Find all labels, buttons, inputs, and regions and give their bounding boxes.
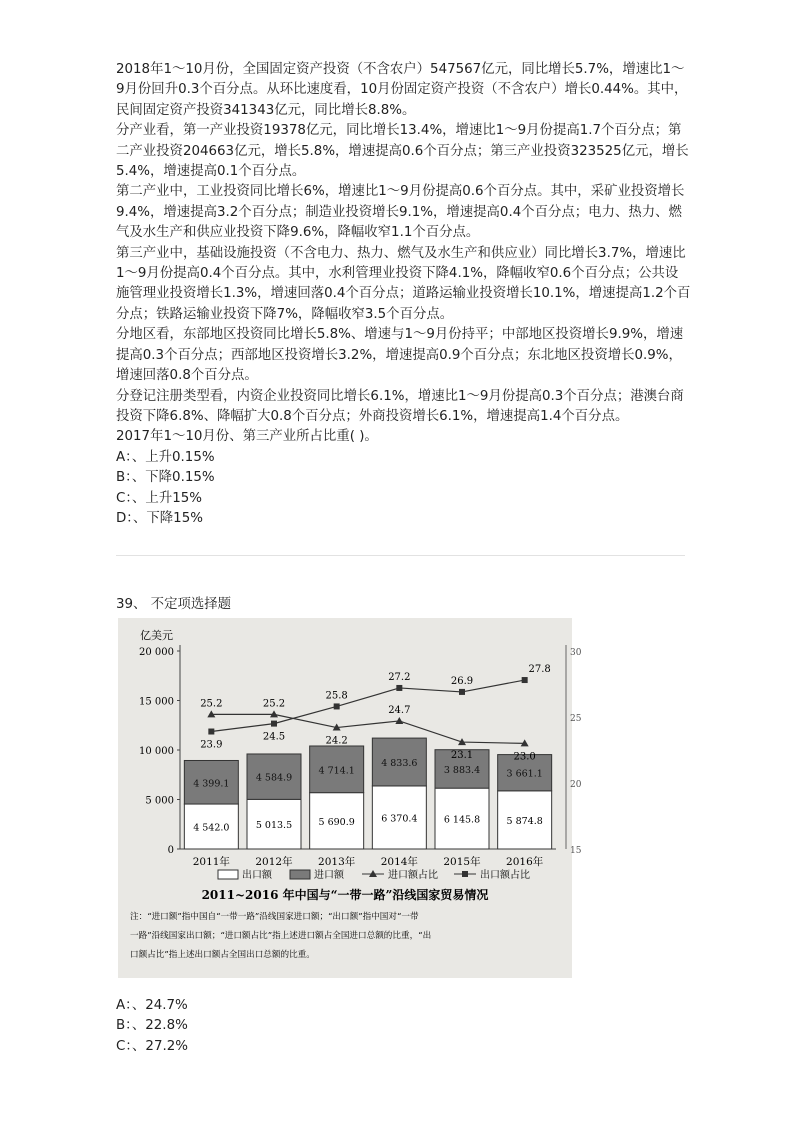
export-share-label: 23.9 (200, 739, 223, 751)
option-d[interactable]: D：、下降15% (116, 510, 203, 526)
y-tick-label: 5 000 (145, 795, 174, 807)
question-passage (116, 60, 691, 529)
export-share-label: 27.8 (528, 664, 551, 676)
export-value-label: 6 145.8 (443, 814, 481, 826)
passage-paragraph-6: 分登记注册类型看，内资企业投资同比增长6.1%，增速比1～9月份提高0.3个百分点；港澳台商投资下降6.8%、降幅扩大0.8个百分点；外商投资增长6.1%，增速提高1.4个百分点。 (116, 388, 684, 424)
chart-note-line-2: 一路”沿线国家出口额；“进口额占比”指上述进口额占全国进口总额的比重，“出 (130, 931, 432, 941)
q39-option-b[interactable]: B：、22.8% (116, 1018, 188, 1034)
import-value-label: 4 584.9 (255, 772, 293, 784)
x-category-label: 2012年 (255, 856, 293, 868)
import-value-label: 3 661.1 (506, 768, 543, 780)
trade-chart-figure (118, 618, 582, 978)
export-share-point (208, 729, 214, 735)
y-tick-label: 15 000 (139, 696, 174, 708)
passage-paragraph-2: 分产业看，第一产业投资19378亿元，同比增长13.4%，增速比1～9月份提高1.7个百分点；第二产业投资204663亿元，增长5.8%，增速提高0.6个百分点；第三产业投资323525亿元，增长5.4%，增速提高0.1个百分点。 (116, 123, 689, 180)
trade-chart (118, 618, 582, 978)
y-tick-label: 10 000 (139, 746, 174, 757)
export-share-point (522, 677, 528, 683)
legend-import-label: 进口额 (314, 870, 344, 881)
import-value-label: 4 399.1 (193, 778, 230, 790)
passage-paragraph-1: 2018年1～10月份，全国固定资产投资（不含农户）547567亿元，同比增长5.7%，增速比1～9月份回升0.3个百分点。从环比速度看，10月份固定资产投资（不含农户）增长0.44%。其中，民间固定资产投资341343亿元，同比增长8.8%。 (116, 62, 688, 118)
answer-options (116, 448, 691, 530)
import-share-label: 25.2 (200, 698, 223, 710)
export-value-label: 5 013.5 (255, 820, 293, 832)
q39-option-c[interactable]: C：、27.2% (116, 1038, 188, 1054)
y-axis-unit: 亿美元 (140, 629, 173, 642)
legend-import-share-label: 进口额占比 (388, 870, 438, 881)
import-share-label: 23.1 (450, 750, 474, 762)
export-share-point (271, 721, 277, 727)
passage-paragraph-4: 第三产业中，基础设施投资（不含电力、热力、燃气及水生产和供应业）同比增长3.7%，增速比1～9月份提高0.4个百分点。其中，水利管理业投资下降4.1%，降幅收窄0.6个百分点；公共设施管理业投资增长1.3%，增速回落0.4个百分点；道路运输业投资增长10.1%，增速提高1.2个百分点；铁路运输业投资下降7%，降幅收窄3.5个百分点。 (116, 245, 691, 322)
export-value-label: 6 370.4 (381, 813, 418, 825)
chart-note-line-1: 注：“进口额”指中国自“一带一路”沿线国家进口额；“出口额”指中国对“一带 (130, 912, 419, 922)
x-category-label: 2013年 (318, 856, 356, 868)
passage-paragraph-5: 分地区看，东部地区投资同比增长5.8%、增速与1～9月份持平；中部地区投资增长9.9%，增速提高0.3个百分点；西部地区投资增长3.2%，增速提高0.9个百分点；东北地区投资增长0.9%，增速回落0.8个百分点。 (116, 327, 684, 384)
section-divider (116, 555, 685, 556)
export-share-label: 24.5 (262, 731, 286, 743)
legend-export-swatch (218, 870, 238, 879)
x-category-label: 2015年 (443, 856, 481, 868)
export-value-label: 5 874.8 (506, 815, 543, 827)
x-category-label: 2014年 (380, 856, 418, 868)
legend-export-share-label: 出口额占比 (480, 870, 530, 881)
export-share-label: 26.9 (450, 675, 474, 687)
y2-tick-label: 20 (570, 780, 582, 790)
y2-tick-label: 30 (570, 648, 582, 658)
y-tick-label: 0 (167, 845, 174, 856)
x-category-label: 2011年 (192, 856, 230, 868)
import-share-label: 24.7 (388, 704, 411, 716)
export-share-point (459, 689, 465, 695)
y2-tick-label: 15 (570, 846, 582, 856)
export-share-point (334, 703, 340, 709)
import-share-line (211, 714, 524, 743)
passage-paragraph-3: 第二产业中，工业投资同比增长6%，增速比1～9月份提高0.6个百分点。其中，采矿业投资增长9.4%，增速提高3.2个百分点；制造业投资增长9.1%，增速提高0.4个百分点；电力、热力、燃气及水生产和供应业投资下降9.6%，降幅收窄1.1个百分点。 (116, 184, 685, 241)
import-share-point (395, 717, 403, 724)
y-tick-label: 20 000 (139, 647, 174, 658)
y2-tick-label: 25 (570, 714, 582, 724)
export-share-label: 27.2 (388, 671, 411, 683)
export-share-point (396, 685, 402, 691)
export-value-label: 5 690.9 (318, 816, 355, 828)
chart-note-line-3: 口额占比”指上述出口额占全国出口总额的比重。 (130, 950, 315, 960)
q39-option-a[interactable]: A：、24.7% (116, 998, 188, 1013)
export-share-label: 25.8 (325, 690, 348, 702)
import-value-label: 4 714.1 (318, 765, 355, 777)
import-share-label: 24.2 (325, 735, 348, 747)
legend-import-swatch (290, 870, 310, 879)
import-value-label: 4 833.6 (381, 758, 418, 770)
export-value-label: 4 542.0 (193, 822, 230, 834)
chart-caption: 2011~2016 年中国与“一带一路”沿线国家贸易情况 (201, 888, 489, 902)
question-39-header: 39、 不定项选择题 (116, 597, 232, 612)
x-category-label: 2016年 (506, 856, 544, 868)
import-share-label: 23.0 (513, 751, 536, 763)
option-a[interactable]: A：、上升0.15% (116, 449, 215, 465)
option-c[interactable]: C：、上升15% (116, 490, 202, 506)
import-share-label: 25.2 (262, 698, 286, 710)
import-value-label: 3 883.4 (443, 764, 481, 776)
option-b[interactable]: B：、下降0.15% (116, 470, 215, 486)
legend-export-share-marker (462, 871, 468, 877)
question-stem: 2017年1～10月份、第三产业所占比重( )。 (116, 429, 378, 445)
question-39-options (116, 996, 188, 1057)
legend-export-label: 出口额 (242, 870, 272, 881)
